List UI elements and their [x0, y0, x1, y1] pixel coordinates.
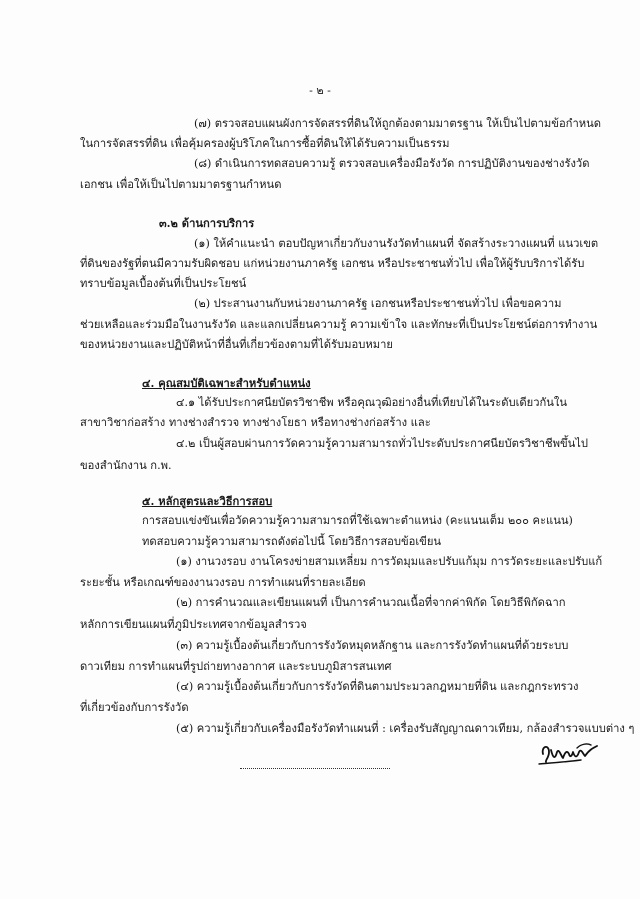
service-item1-line3: ทราบข้อมูลเบื้องต้นที่เป็นประโยชน์ [80, 277, 247, 290]
exam-item3-line2: ดาวเทียม การทำแผนที่รูปถ่ายทางอากาศ และระบบภูมิสารสนเทศ [80, 660, 392, 673]
item8-line1: (๘) ดำเนินการทดสอบความรู้ ตรวจสอบเครื่องมือรังวัด การปฏิบัติงานของช่างรังวัด [194, 157, 590, 170]
section-4-heading: ๔. คุณสมบัติเฉพาะสำหรับตำแหน่ง [142, 376, 311, 390]
exam-item2-line2: หลักการเขียนแผนที่ภูมิประเทศจากข้อมูลสำรวจ [80, 618, 307, 631]
qual-item2-line2: ของสำนักงาน ก.พ. [80, 459, 172, 472]
service-item2-line3: ของหน่วยงานและปฏิบัติหน้าที่อื่นที่เกี่ยวข้องตามที่ได้รับมอบหมาย [80, 338, 393, 351]
exam-item3-line1: (๓) ความรู้เบื้องต้นเกี่ยวกับการรังวัดหมุดหลักฐาน และการรังวัดทำแผนที่ด้วยระบบ [176, 639, 569, 652]
service-item2-line2: ช่วยเหลือและร่วมมือในงานรังวัด และแลกเปลี่ยนความรู้ ความเข้าใจ และทักษะที่เป็นประโยชน์ต่อการทำงาน [80, 318, 598, 331]
exam-item1-line2: ระยะชั้น หรือเกณฑ์ของงานวงรอบ การทำแผนที่รายละเอียด [80, 576, 366, 589]
service-item1-line1: (๑) ให้คำแนะนำ ตอบปัญหาเกี่ยวกับงานรังวัดทำแผนที่ จัดสร้างระวางแผนที่ แนวเขต [194, 237, 599, 250]
item8-line2: เอกชน เพื่อให้เป็นไปตามมาตรฐานกำหนด [80, 178, 282, 191]
exam-item2-line1: (๒) การคำนวณและเขียนแผนที่ เป็นการคำนวณเนื้อที่จากค่าพิกัด โดยวิธีพิกัดฉาก [176, 596, 566, 609]
exam-intro-line1: การสอบแข่งขันเพื่อวัดความรู้ความสามารถที่ใช้เฉพาะตำแหน่ง (คะแนนเต็ม ๒๐๐ คะแนน) [142, 514, 573, 527]
section-3-2-heading: ๓.๒ ด้านการบริการ [159, 216, 255, 230]
service-item2-line1: (๒) ประสานงานกับหน่วยงานภาครัฐ เอกชนหรือประชาชนทั่วไป เพื่อขอความ [194, 297, 562, 310]
exam-item1-line1: (๑) งานวงรอบ งานโครงข่ายสามเหลี่ยม การวัดมุมและปรับแก้มุม การวัดระยะและปรับแก้ [176, 555, 603, 568]
qual-item1-line2: สาขาวิชาก่อสร้าง ทางช่างสำรวจ ทางช่างโยธา หรือทางช่างก่อสร้าง และ [80, 416, 431, 429]
signature-icon [537, 740, 599, 766]
qual-item2-line1: ๔.๒ เป็นผู้สอบผ่านการวัดความรู้ความสามารถทั่วไประดับประกาศนียบัตรวิชาชีพขึ้นไป [176, 437, 589, 450]
section-5-heading: ๕. หลักสูตรและวิธีการสอบ [142, 494, 273, 508]
item7-line2: ในการจัดสรรที่ดิน เพื่อคุ้มครองผู้บริโภคในการซื้อที่ดินให้ได้รับความเป็นธรรม [80, 137, 450, 150]
exam-intro-line2: ทดสอบความรู้ความสามารถดังต่อไปนี้ โดยวิธีการสอบข้อเขียน [142, 535, 442, 548]
service-item1-line2: ที่ดินของรัฐที่ตนมีความรับผิดชอบ แก่หน่วยงานภาครัฐ เอกชน หรือประชาชนทั่วไป เพื่อให้ผู้รับบริการได้รับ [80, 257, 585, 270]
page-number: - ๒ - [309, 84, 331, 97]
signature-dotted-line [240, 768, 390, 769]
exam-item4-line1: (๔) ความรู้เบื้องต้นเกี่ยวกับการรังวัดที่ดินตามประมวลกฎหมายที่ดิน และกฎกระทรวง [176, 680, 579, 693]
exam-item5-line1: (๕) ความรู้เกี่ยวกับเครื่องมือรังวัดทำแผนที่ : เครื่องรับสัญญาณดาวเทียม, กล้องสำรวจแบบต่าง ๆ [176, 722, 635, 735]
exam-item4-line2: ที่เกี่ยวข้องกับการรังวัด [80, 701, 189, 714]
item7-line1: (๗) ตรวจสอบแผนผังการจัดสรรที่ดินให้ถูกต้องตามมาตรฐาน ให้เป็นไปตามข้อกำหนด [194, 117, 602, 130]
qual-item1-line1: ๔.๑ ได้รับประกาศนียบัตรวิชาชีพ หรือคุณวุฒิอย่างอื่นที่เทียบได้ในระดับเดียวกันใน [176, 396, 568, 409]
